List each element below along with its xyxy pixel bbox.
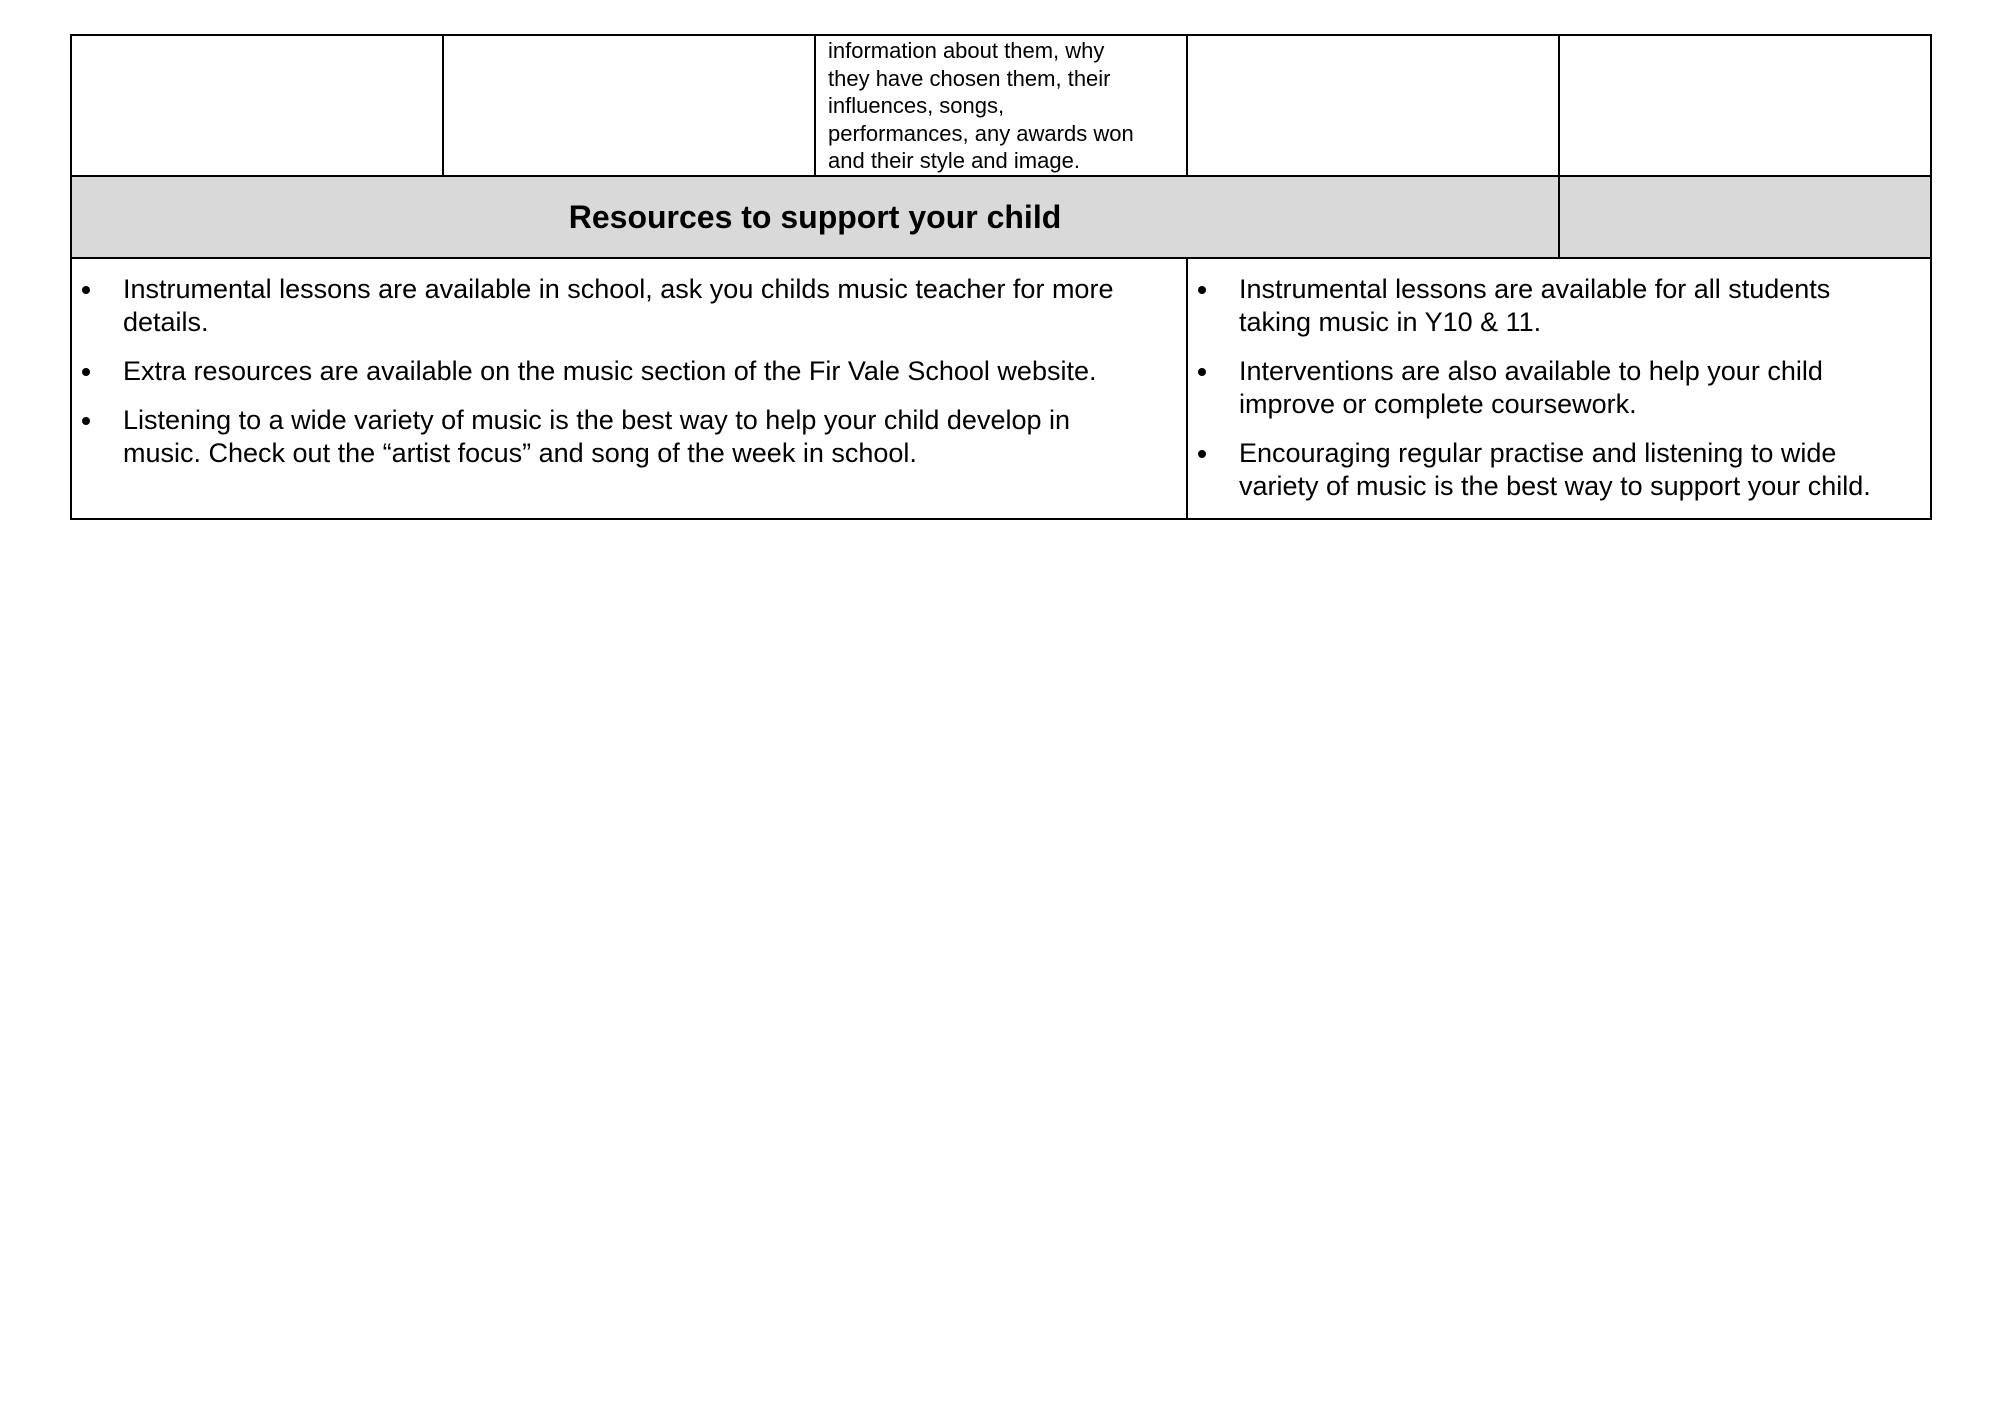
- continued-text-line: and their style and image.: [828, 148, 1080, 173]
- continued-row: [71, 35, 1931, 176]
- bullet-text-line: variety of music is the best way to support your child.: [1239, 470, 1871, 501]
- list-item: [1188, 437, 1920, 503]
- left-bullet-list: [72, 259, 1186, 470]
- bullet-text-line: Interventions are also available to help your child: [1239, 355, 1823, 386]
- bullet-text-line: Instrumental lessons are available for all students: [1239, 273, 1831, 304]
- continued-cell-3: [815, 35, 1187, 176]
- resources-header-row: [71, 176, 1931, 258]
- bullet-icon: [1198, 286, 1206, 294]
- resources-header-blank-cell: [1559, 176, 1931, 258]
- continued-cell-5: [1559, 35, 1931, 176]
- continued-cell-1: [71, 35, 443, 176]
- list-item: [1188, 355, 1920, 421]
- bullet-icon: [82, 417, 90, 425]
- bullet-text-line: taking music in Y10 & 11.: [1239, 306, 1542, 337]
- continued-text-line: information about them, why: [828, 38, 1105, 63]
- list-item: [72, 355, 1176, 388]
- continued-text-line: they have chosen them, their: [828, 65, 1111, 91]
- bullet-text-line: improve or complete coursework.: [1239, 388, 1637, 419]
- bullet-icon: [82, 286, 90, 294]
- bullet-text-line: details.: [123, 306, 209, 337]
- resources-heading-cell: [71, 176, 1559, 258]
- bullet-text-line: Instrumental lessons are available in school, ask you childs music teacher for more: [123, 273, 1114, 304]
- bullet-text-line: Listening to a wide variety of music is the best way to help your child develop in: [123, 404, 1071, 435]
- resources-body-row: [71, 258, 1931, 519]
- bullet-text-line: Extra resources are available on the music section of the Fir Vale School website.: [123, 355, 1097, 386]
- bullet-icon: [1198, 368, 1206, 376]
- continued-cell-2: [443, 35, 815, 176]
- bullet-icon: [1198, 450, 1206, 458]
- resources-right-cell: [1187, 258, 1931, 519]
- continued-text-line: influences, songs,: [828, 93, 1005, 118]
- curriculum-table: [70, 34, 1932, 520]
- bullet-text-line: Encouraging regular practise and listening to wide: [1239, 437, 1837, 468]
- bullet-text-line: music. Check out the “artist focus” and song of the week in school.: [123, 437, 917, 468]
- list-item: [72, 273, 1176, 339]
- resources-left-cell: [71, 258, 1187, 519]
- continued-text-line: performances, any awards won: [828, 120, 1134, 146]
- list-item: [72, 404, 1176, 470]
- continued-cell-4: [1187, 35, 1559, 176]
- bullet-icon: [82, 368, 90, 376]
- right-bullet-list: [1188, 259, 1930, 503]
- list-item: [1188, 273, 1920, 339]
- section-heading: Resources to support your child: [568, 199, 1062, 235]
